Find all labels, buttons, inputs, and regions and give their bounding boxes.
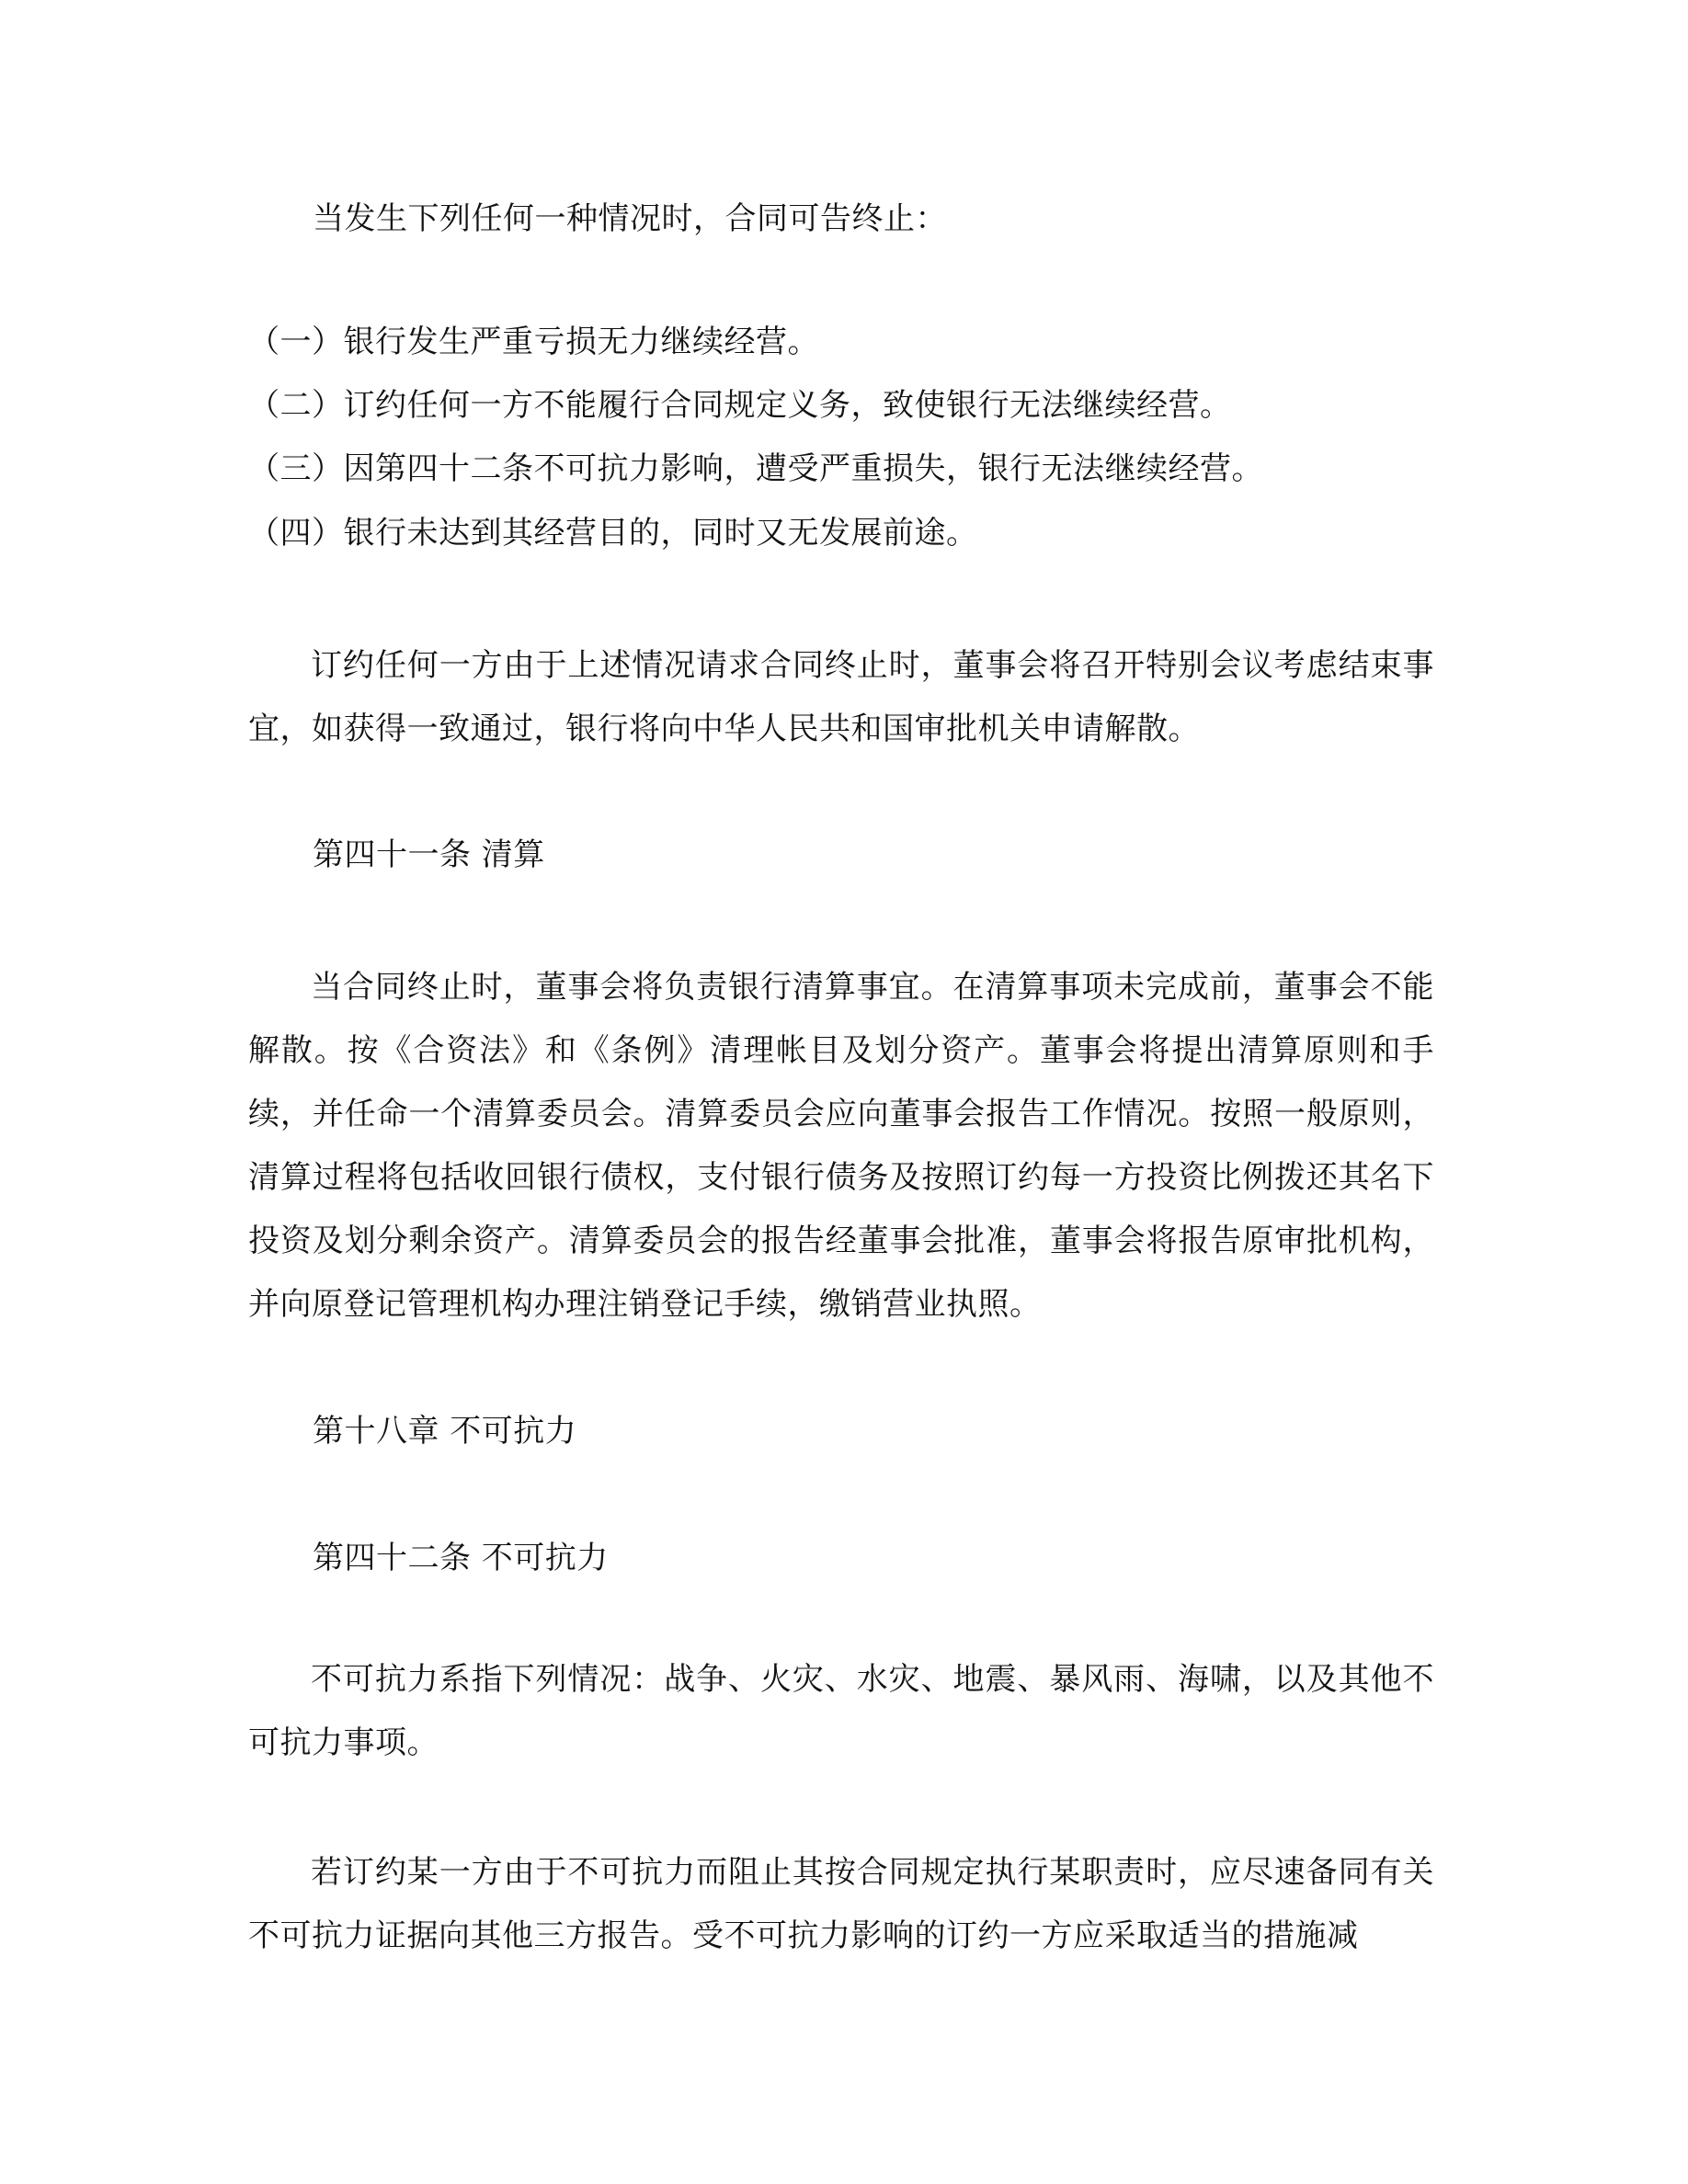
- liquidation-paragraph: 当合同终止时，董事会将负责银行清算事宜。在清算事项未完成前，董事会不能解散。按《合资法》和《条例》清理帐目及划分资产。董事会将提出清算原则和手续，并任命一个清算委员会。清算委员会应向董事会报告工作情况。按照一般原则，清算过程将包括收回银行债权，支付银行债务及按照订约每一方投资比例拨还其名下投资及划分剩余资产。清算委员会的报告经董事会批准，董事会将报告原审批机构，并向原登记管理机构办理注销登记手续，缴销营业执照。: [248, 969, 1434, 1323]
- force-majeure-reporting: 若订约某一方由于不可抗力而阻止其按合同规定执行某职责时，应尽速备同有关不可抗力证据向其他三方报告。受不可抗力影响的订约一方应采取适当的措施减: [248, 1854, 1434, 1954]
- condition-4: （四）银行未达到其经营目的，同时又无发展前途。: [248, 515, 978, 552]
- article-42-title: 第四十二条 不可抗力: [313, 1540, 609, 1576]
- termination-intro: 当发生下列任何一种情况时，合同可告终止：: [313, 200, 947, 237]
- article-41-title: 第四十一条 清算: [313, 836, 545, 873]
- condition-1: （一）银行发生严重亏损无力继续经营。: [248, 324, 819, 360]
- chapter-18-title: 第十八章 不可抗力: [313, 1413, 577, 1450]
- force-majeure-definition: 不可抗力系指下列情况：战争、火灾、水灾、地震、暴风雨、海啸，以及其他不可抗力事项。: [248, 1661, 1434, 1761]
- condition-3: （三）因第四十二条不可抗力影响，遭受严重损失，银行无法继续经营。: [248, 450, 1263, 487]
- condition-2: （二）订约任何一方不能履行合同规定义务，致使银行无法继续经营。: [248, 387, 1232, 424]
- termination-paragraph: 订约任何一方由于上述情况请求合同终止时，董事会将召开特别会议考虑结束事宜，如获得一致通过，银行将向中华人民共和国审批机关申请解散。: [248, 647, 1434, 747]
